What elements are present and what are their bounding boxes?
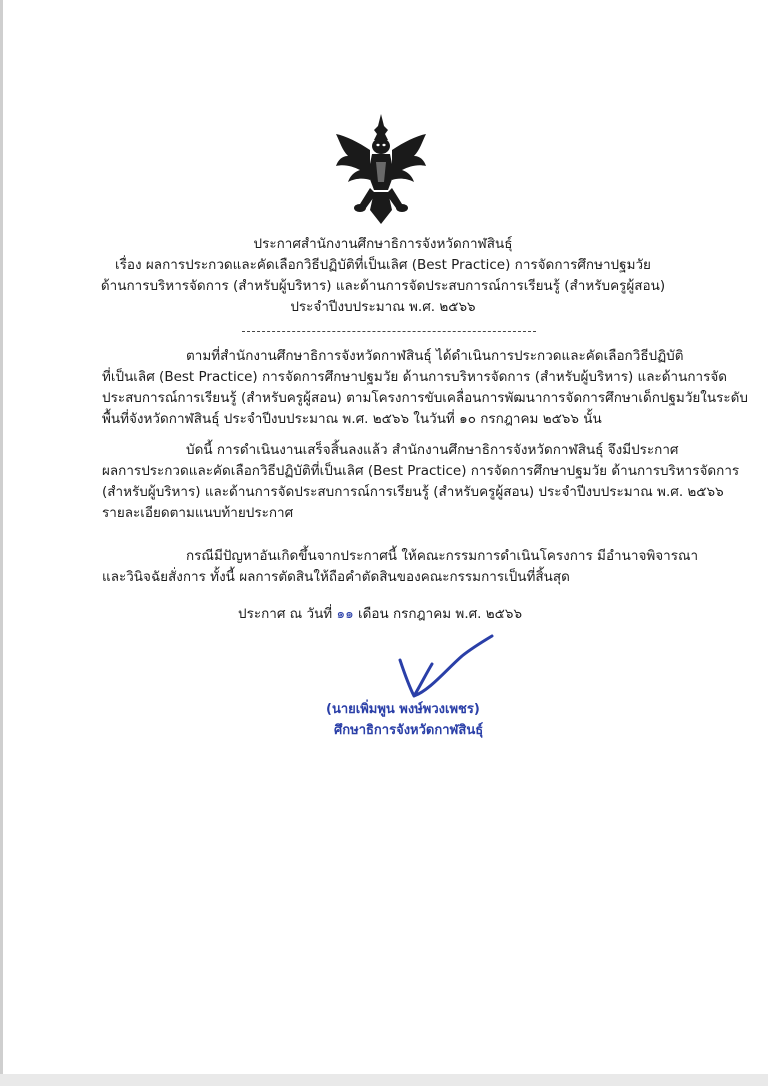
paragraph-line: ตามที่สำนักงานศึกษาธิการจังหวัดกาฬสินธุ์ ได้ดำเนินการประกวดและคัดเลือกวิธีปฏิบัติ: [186, 348, 684, 364]
announcement-date: [238, 604, 522, 625]
paragraph-authority: [102, 546, 699, 588]
date-prefix: ประกาศ ณ วันที่: [238, 606, 333, 622]
paragraph-line: ผลการประกวดและคัดเลือกวิธีปฏิบัติที่เป็นเลิศ (Best Practice) การจัดการศึกษาปฐมวัย ด้านการบริหารจัดการ: [102, 463, 740, 479]
paragraph-line: บัดนี้ การดำเนินงานเสร็จสิ้นลงแล้ว สำนักงานศึกษาธิการจังหวัดกาฬสินธุ์ จึงมีประกาศ: [186, 442, 679, 458]
heading-divider: [242, 331, 536, 332]
announcement-heading: [100, 234, 666, 318]
garuda-emblem-icon: [330, 112, 432, 230]
date-day: ๑๑: [336, 606, 354, 622]
issuer-title: ประกาศสำนักงานศึกษาธิการจังหวัดกาฬสินธุ์: [253, 236, 513, 252]
fiscal-year-line: ประจำปีงบประมาณ พ.ศ. ๒๕๖๖: [290, 299, 476, 315]
paragraph-results: [102, 440, 740, 524]
paragraph-line: รายละเอียดตามแนบท้ายประกาศ: [102, 505, 294, 521]
paragraph-background: [102, 346, 748, 430]
paragraph-line: พื้นที่จังหวัดกาฬสินธุ์ ประจำปีงบประมาณ พ.ศ. ๒๕๖๖ ในวันที่ ๑๐ กรกฎาคม ๒๕๖๖ นั้น: [102, 411, 602, 427]
signer-position: ศึกษาธิการจังหวัดกาฬสินธุ์: [334, 723, 484, 738]
paragraph-line: ที่เป็นเลิศ (Best Practice) การจัดการศึกษาปฐมวัย ด้านการบริหารจัดการ (สำหรับผู้บริหาร) และด้านการจัด: [102, 369, 728, 385]
signer-block: [326, 699, 483, 741]
paragraph-line: และวินิจฉัยสั่งการ ทั้งนี้ ผลการตัดสินให้ถือคำตัดสินของคณะกรรมการเป็นที่สิ้นสุด: [102, 569, 570, 585]
subject-line-2: ด้านการบริหารจัดการ (สำหรับผู้บริหาร) และด้านการจัดประสบการณ์การเรียนรู้ (สำหรับครูผู้สอน): [100, 278, 666, 294]
scan-edge-left: [0, 0, 3, 1086]
paragraph-line: ประสบการณ์การเรียนรู้ (สำหรับครูผู้สอน) ตามโครงการขับเคลื่อนการพัฒนาการจัดการศึกษาเด็กปฐมวัยในระดับ: [102, 390, 748, 406]
subject-line-1: เรื่อง ผลการประกวดและคัดเลือกวิธีปฏิบัติที่เป็นเลิศ (Best Practice) การจัดการศึกษาปฐมวัย: [115, 257, 651, 273]
date-suffix: เดือน กรกฎาคม พ.ศ. ๒๕๖๖: [357, 606, 523, 622]
paragraph-line: กรณีมีปัญหาอันเกิดขึ้นจากประกาศนี้ ให้คณะกรรมการดำเนินโครงการ มีอำนาจพิจารณา: [186, 548, 699, 564]
signer-name: (นายเพิ่มพูน พงษ์พวงเพชร): [326, 702, 480, 717]
handwritten-signature: [390, 630, 500, 710]
scan-edge-bottom: [0, 1074, 768, 1086]
paragraph-line: (สำหรับผู้บริหาร) และด้านการจัดประสบการณ์การเรียนรู้ (สำหรับครูผู้สอน) ประจำปีงบประมาณ พ.ศ. ๒๕๖๖: [102, 484, 724, 500]
